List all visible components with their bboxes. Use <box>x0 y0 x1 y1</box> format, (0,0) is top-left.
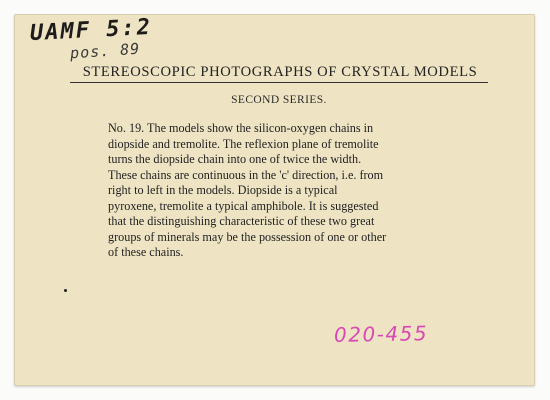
description-line: of these chains. <box>108 245 184 259</box>
description-line: groups of minerals may be the possession of one or other <box>108 229 387 244</box>
description-line: These chains are continuous in the 'c' direction, i.e. from <box>108 167 384 182</box>
description-line: that the distinguishing characteristic of these two great <box>108 214 375 228</box>
description-line: diopside and tremolite. The reflexion plane of tremolite <box>108 136 379 151</box>
description-line: No. 19. The models show the silicon-oxygen chains in <box>108 121 374 135</box>
description-line: pyroxene, tremolite a typical amphibole. It is suggested <box>108 198 379 213</box>
handwritten-catalog-code: UAMF 5:2 <box>29 14 153 47</box>
ink-speck <box>64 289 67 292</box>
inventory-number-stamp: 020-455 <box>333 321 429 347</box>
handwritten-position-number: pos. 89 <box>69 39 141 63</box>
card-heading: STEREOSCOPIC PHOTOGRAPHS OF CRYSTAL MODELS <box>82 64 478 80</box>
heading-rule <box>70 82 488 83</box>
description-line: turns the diopside chain into one of twice the width. <box>108 152 362 166</box>
description-line: right to left in the models. Diopside is a typical <box>108 183 338 197</box>
description-paragraph <box>108 121 458 261</box>
series-subheading: SECOND SERIES. <box>231 94 327 106</box>
